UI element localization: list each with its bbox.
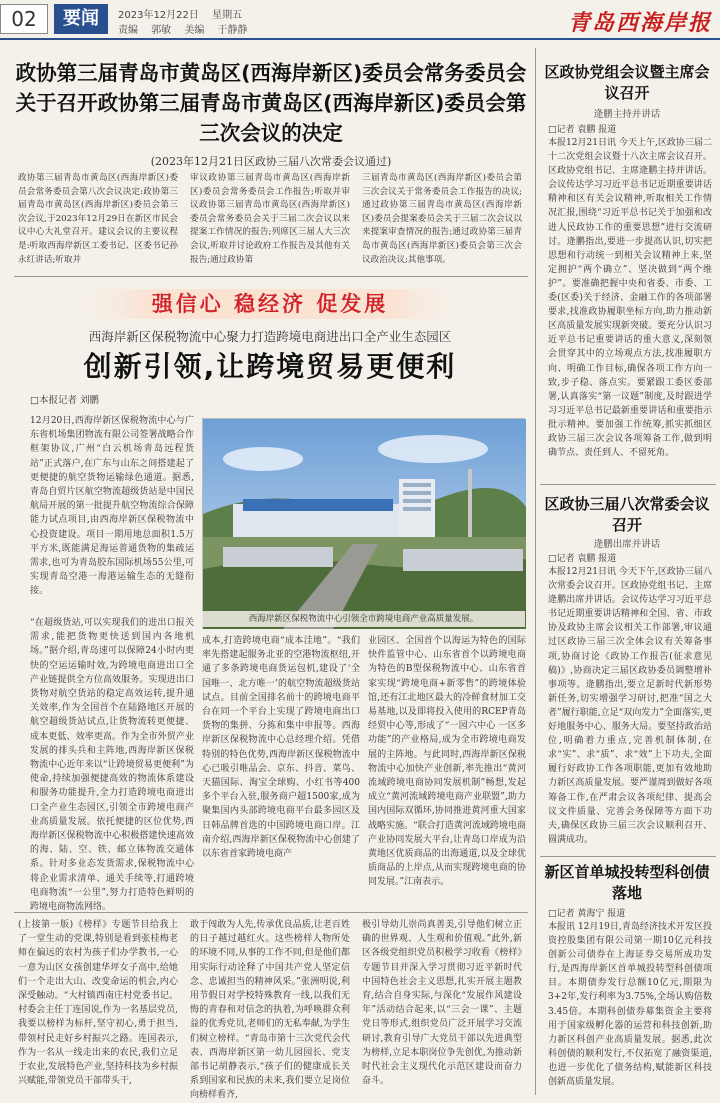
designer-name: 于静静	[217, 25, 248, 36]
issue-weekday: 星期五	[212, 10, 243, 21]
bottom-text-col-1: (上接第一版)《榜样》专题节目给我上了一堂生动的党课,特别是看到张桂梅老师在偏远的农村为孩子们办学教书,一心一意为山区女孩创建华坪女子高中,给她们一个走出大山、改变命运的机会,内心深受触动。“大村镇西南庄村党委书记、村委会主任丁连国说,作为一名基层党员,我要以榜样为标杆,坚守初心,勇于担当,带领村民走好乡村振兴之路。连国表示,作为一名从一线走出来的农民,我们立足于农业,发展特色产业,坚持科技为乡村振兴赋能,带领党员干部带头干,	[18, 920, 178, 1087]
right-article-2-subhead: 逄鹏出席并讲话	[593, 539, 661, 550]
feature-text-col-2: 成本,打造跨境电商“成本洼地”。“我们率先搭建起服务北亚的空港物流枢纽,开通了多条跨境电商货运包机,建设了‘全国唯一、北方唯一’的航空物流超级货站试点。目前全国排名前十的跨境电商平台在同一个平台上实现了跨境电商出口货物的集拼、分拣和集中申报等。西海岸新区保税物流中心总经理介绍。凭借特别的特色优势,西海岸新区保税物流中心已吸引唯品会、京东、抖音、菜鸟、天猫国际、淘宝全球购、小红书等400多个平台入驻,服务商户超1500家,成为聚集国内头部跨境电商平台最多园区及日韩品牌首选的中国跨境电商口岸。江南介绍,西海岸新区保税物流中心创建了以东省首家跨境电商产	[202, 636, 360, 860]
feature-bottom-rule	[14, 912, 528, 913]
right-article-2-body: 本报12月21日讯 今天下午,区政协三届八次常委会议召开。区政协党组书记、主席逄鹏出席并讲话。会议传达学习习近平总书记近期重要讲话精神和全国、省、市政协及政协主席会议相关工作部署,审议通过区政协三届三次全体会议有关筹备事项,协商讨论《政协工作报告(征求意见稿)》,协商决定三届区政协委员调整增补事项等。逄鹏指出,要立足新时代新形势新任务,切实增强学习研讨,把准“国之大者”履行职能,立足“双向发力”全面落实,更好地服务中心、服务大局。要坚持政治站位,明确着力重点,完善机制体制,在求“实”、求“质”、求“效”上下功夫,全面履行好政协工作各项职能,更加有效地助力新区高质量发展。要严谨周到做好各项筹备工作,在严肃会议各项纪律、提高会议文件质量、完善会务保障等方面下功夫,确保区政协三届三次会议顺利召开、圆满成功。	[548, 567, 712, 845]
feature-byline: □本报记者 刘鹏	[30, 395, 99, 406]
designer-role: 美编	[184, 25, 205, 36]
main-text-col-2: 审议政协第三届青岛市黄岛区(西海岸新区)委员会常务委员会工作报告;听取并审议政协第三届青岛市黄岛区(西海岸新区)委员会常务委员会关于三届二次会议以来提案工作情况的报告;列席区三届人大三次会议,听取并讨论政府工作报告及其他有关报告;通过政协第	[190, 173, 350, 265]
banner-slogan: 强信心 稳经济 促发展	[151, 292, 389, 316]
right-article-2-byline: □记者 袁鹏 报道	[548, 554, 617, 564]
editor-role: 责编	[118, 25, 138, 36]
masthead	[0, 0, 720, 40]
feature-title: 创新引领,让跨境贸易更便利	[83, 350, 457, 383]
bottom-text-col-3: 极引导幼儿崇尚真善美,引导他们树立正确的世界观、人生观和价值观。”此外,新区各级党组织党员积极学习收看《榜样》专题节目并深入学习贯彻习近平新时代中国特色社会主义思想,扎实开展主题教育,结合自身实际,与深化“发展作风建设年”活动结合起来,以“三会一课”、主题党日等形式,组织党员广泛开展学习交流研讨,教育引导广大党员干部以先进典型为榜样,立足本职岗位争先创优,为推动新时代社会主义现代化示范区建设而奋力奋斗。	[362, 920, 522, 1087]
right-article-1-headline: 区政协党组会议暨主席会议召开	[544, 63, 710, 102]
right-article-3-byline: □记者 黄海宁 报道	[548, 909, 626, 919]
main-headline: 政协第三届青岛市黄岛区(西海岸新区)委员会常务委员会关于召开政协第三届青岛市黄岛区(西海岸新区)委员会第三次会议的决定	[15, 61, 527, 145]
feature-text-col-1b: “在超级货站,可以实现我们的进出口报关需求,能把货物更快送到国内各地机场。”据介绍,青岛速可以保障24小时内更快的空运运输时效,为跨境电商进出口全产业链提供全方位高效服务。实现进出口货物对航空货站的稳定高效运转,提升通关效率,作为全国首个在陆路地区开展的航空超级货站试点,让货物流转更便捷、成本更低、效率更高。作为全市外贸产业发展的排头兵和主阵地,西海岸新区保税物流中心近年来以“让跨境贸易更便利”为使命,持续加强便捷高效的物流体系建设和服务功能提升,全力打造跨境电商进出口全产业生态园区,引领全市跨境电商产业高质量发展。依托便捷的区位优势,西海岸新区保税物流中心积极搭建快速高效的海、陆、空、铁、邮立体物流交通体系。针对多业态发货需求,保税物流中心将企业需求清单、通关手续等,打通跨境电商物流“一公里”,努力打造特色鲜明的跨境电商物流网络。	[30, 618, 194, 913]
section-label: 要闻	[54, 4, 108, 34]
feature-kicker: 西海岸新区保税物流中心聚力打造跨境电商进出口全产业生态园区	[88, 329, 452, 344]
divider	[14, 276, 528, 277]
logistics-park-aerial-image	[203, 419, 526, 629]
feature-text-col-1: 12月20日,西海岸新区保税物流中心与广东省机场集团物流有限公司签署战略合作框架协议,广州“白云机场青岛远程货站”正式落户,在广东与山东之间搭建起了更便捷的航空货物运输绿色通道。据悉,青岛自贸片区航空物流超级货站是中国民航局开展的第一批提升航空物流综合保障能力试点项目,由西海岸新区保税物流中心投资建设。项目一期用地总面积1.5万平方米,既能满足海运普通货物的集疏运需求,也可为青岛胶东国际机场55公里,可实现青岛空港一海港运输生态的无缝衔接。	[30, 416, 194, 597]
right-article-1-body: 本报12月21日讯 今天上午,区政协三届二十二次党组会议暨十八次主席会议召开。区政协党组书记、主席逄鹏主持并讲话。会议传达学习习近平总书记近期重要讲话精神和区有关会议精神,听取相关工作情况汇报,围绕“习近平总书记关于加强和改进人民政协工作的重要思想”进行交流研讨。逄鹏指出,要进一步提高认识,切实把思想和行动统一到相关会议精神上来,坚定拥护“两个确立”、坚决做到“两个维护”。要准确把握中央和省委、市委、工委(区委)关于经济、金融工作的各项部署要求,找准政协履职坐标方向,助力推动新区高质量发展实现新突破。要充分认识习近平总书记重要讲话的重大意义,深刻领会贯穿其中的立场观点方法,找准履职方向、明确工作目标,确保各项工作方向一致,步子稳、落点实。要紧跟工委区委部署,认真落实“第一议题”制度,及时跟进学习习近平总书记最新重要讲话和重要指示批示精神。要加强工作统筹,抓实抓细区政协三届三次会议各项筹备工作,做到明确节点、责任到人、不留死角。	[548, 138, 712, 459]
right-article-3-headline: 新区首单城投转型科创债落地	[544, 863, 710, 902]
main-text-col-1: 政协第三届青岛市黄岛区(西海岸新区)委员会常务委员会第八次会议决定:政协第三届青岛市黄岛区(西海岸新区)委员会第三次会议,于2023年12月29日在新区市民会议中心大礼堂召开。建议会议的主要议程是:听取西海岸新区工委书记、区委书记孙永红讲话;听取并	[18, 173, 178, 265]
photo-caption: 西海岸新区保税物流中心引领全市跨境电商产业高质量发展。	[202, 611, 525, 627]
feature-photo	[202, 418, 525, 628]
newspaper-brand: 青岛西海岸报	[567, 10, 712, 36]
main-text-col-3: 三届青岛市黄岛区(西海岸新区)委员会第三次会议关于常务委员会工作报告的决议;通过政协第三届青岛市黄岛区(西海岸新区)委员会提案委员会关于三届二次会议以来提案审查情况的报告;通过政协第三届青岛市黄岛区(西海岸新区)委员会第三次会议政治决议;其他事项。	[362, 173, 522, 265]
feature-text-col-3: 业园区、全国首个以海运为特色的国际快件监管中心、山东省首个以跨境电商为特色的B型保税物流中心、山东省首家实现“跨境电商+新零售”的跨境体验馆,还有江北地区最大的冷鲜食材加工交易基地,以及即将投入使用的RCEP青岛经贸中心等,形成了“一园六中心 一区多功能”的产业格局,成为全市跨境电商发展的主阵地。与此同时,西海岸新区保税物流中心加快产业创新,率先推出“黄河流域跨境电商协同发展机制”畅想,发起成立“黄河流域跨境电商产业联盟”,助力国内国际双循环,协同推进黄河重大国家战略实施。“联合打造黄河流域跨境电商产业协同发展大平台,让青岛口岸成为沿黄地区优质商品的出海通道,以及全球优质商品的上岸点,从而实现跨境电商的协同发展。”江南表示。	[368, 636, 526, 888]
right-article-1-byline: □记者 袁鹏 报道	[548, 125, 617, 135]
right-article-2-headline: 区政协三届八次常委会议召开	[544, 495, 710, 534]
page-number: 02	[0, 4, 48, 34]
right-divider-1	[540, 484, 716, 485]
feature-banner	[22, 283, 518, 325]
editor-name: 郭敏	[151, 25, 172, 36]
issue-date: 2023年12月22日	[118, 10, 199, 21]
right-article-3-body: 本报讯 12月19日,青岛经济技术开发区投资控股集团有限公司第一期10亿元科技创新公司债券在上海证券交易所成功发行,是西海岸新区首单城投转型科创债项目。本期债券发行总额10亿元,期限为3+2年,发行利率为3.75%,全场认购倍数3.45倍。本期科创债券募集资金主要将用于国家级孵化器的运营和科技创新,助力新区科创产业高质量发展。据悉,此次科创债的顺利发行,不仅拓宽了融资渠道,也进一步优化了债务结构,赋能新区科技创新高质量发展。	[548, 922, 712, 1088]
bottom-text-col-2: 敢于闯敢为人先,传承优良品质,让老百姓的日子越过越红火。这些榜样人物所处的环境不同,从事的工作不同,但是他们都用实际行动诠释了中国共产党人坚定信念、忠诚担当的精神风采。”张洲明说,利用节假日对学校特殊教育一线,以我们无悔的青春和对信念的执着,为呼唤群众利益的优秀党员,老师们的无私奉献,为学生们树立榜样。“青岛市第十三次党代会代表、西海岸新区第一幼儿园园长、党支部书记胡静表示,“孩子们的健康成长关系到国家和民族的未来,我们要立足岗位向榜样看齐,	[190, 920, 350, 1101]
right-divider-2	[540, 856, 716, 857]
right-article-1-subhead: 逄鹏主持并讲话	[593, 109, 661, 120]
main-subline: (2023年12月21日区政协三届八次常委会议通过)	[150, 155, 392, 168]
editor-line	[118, 21, 258, 36]
column-divider	[535, 48, 536, 1095]
date-line	[118, 6, 252, 21]
